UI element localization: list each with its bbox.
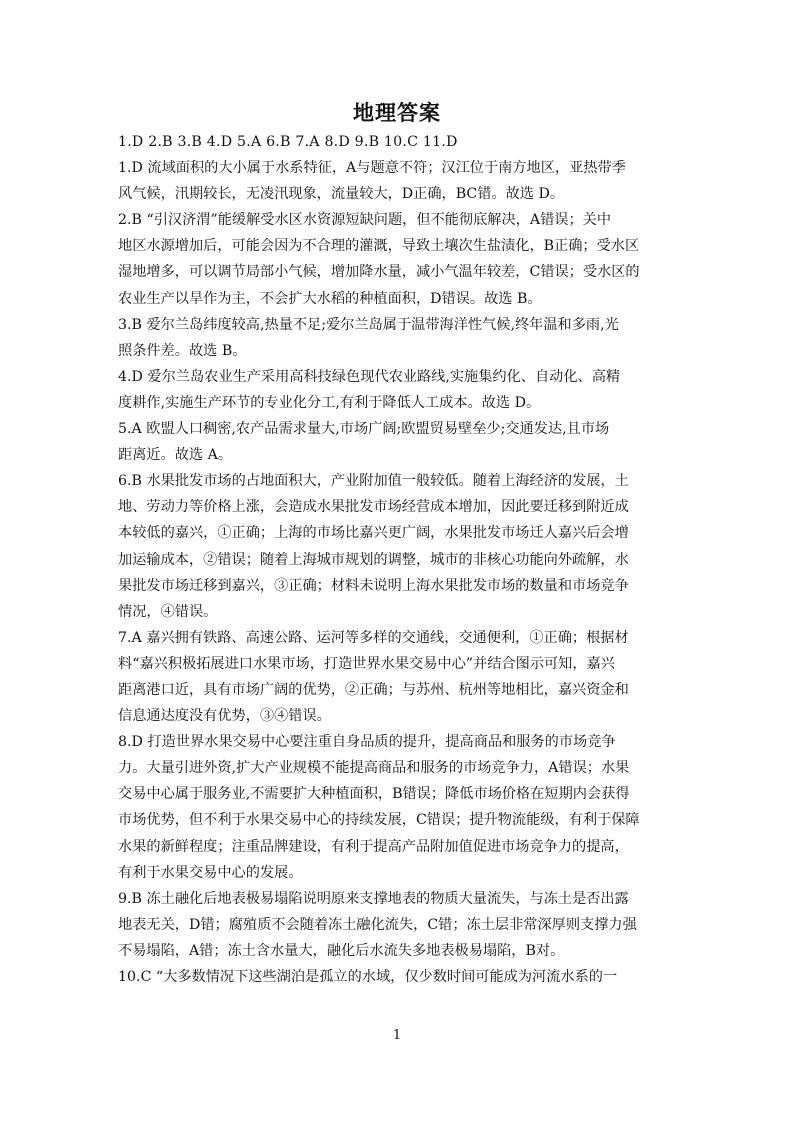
explanation-item bbox=[118, 729, 678, 886]
explanation-line: 7.A 嘉兴拥有铁路、高速公路、运河等多样的交通线，交通便利，①正确；根据材 bbox=[118, 629, 629, 646]
answer-content bbox=[118, 129, 678, 990]
explanation-item bbox=[118, 312, 678, 364]
explanation-item bbox=[118, 964, 678, 990]
explanation-item bbox=[118, 155, 678, 207]
explanation-line: 2.B “引汉济渭”能缓解受水区水资源短缺问题，但不能彻底解决，A错误；关中 bbox=[118, 212, 612, 229]
explanation-line: 风气候，汛期较长，无凌汛现象，流量较大，D正确，BC错。故选 D。 bbox=[118, 186, 565, 203]
explanations-list bbox=[118, 155, 678, 990]
explanation-line: 距离近。故选 A。 bbox=[118, 447, 233, 464]
explanation-item bbox=[118, 468, 678, 625]
explanation-item bbox=[118, 886, 678, 964]
explanation-line: 3.B 爱尔兰岛纬度较高,热量不足;爱尔兰岛属于温带海洋性气候,终年温和多雨,光 bbox=[118, 316, 619, 333]
explanation-line: 距离港口近，具有市场广阔的优势，②正确；与苏州、杭州等地相比，嘉兴资金和 bbox=[118, 681, 629, 698]
explanation-item bbox=[118, 364, 678, 416]
page-title: 地理答案 bbox=[353, 101, 441, 125]
explanation-line: 信息通达度没有优势，③④错误。 bbox=[118, 708, 331, 725]
explanation-line: 情况，④错误。 bbox=[118, 603, 218, 620]
explanation-line: 1.D 流域面积的大小属于水系特征，A与题意不符；汉江位于南方地区，亚热带季 bbox=[118, 160, 626, 177]
explanation-line: 湿地增多，可以调节局部小气候，增加降水量，减小气温年较差，C错误；受水区的 bbox=[118, 264, 640, 281]
explanation-line: 照条件差。故选 B。 bbox=[118, 342, 247, 359]
explanation-line: 5.A 欧盟人口稠密,农产品需求量大,市场广阔;欧盟贸易壁垒少;交通发达,且市场 bbox=[118, 421, 610, 438]
explanation-line: 力。大量引进外资,扩大产业规模不能提高商品和服务的市场竞争力，A错误；水果 bbox=[118, 760, 630, 777]
explanation-line: 10.C “大多数情况下这些湖泊是孤立的水域，仅少数时间可能成为河流水系的一 bbox=[118, 969, 618, 985]
explanation-line: 有利于水果交易中心的发展。 bbox=[118, 864, 303, 881]
explanation-line: 度耕作,实施生产环节的专业化分工,有利于降低人工成本。故选 D。 bbox=[118, 394, 541, 411]
answers-summary-line: 1.D 2.B 3.B 4.D 5.A 6.B 7.A 8.D 9.B 10.C 11.D bbox=[118, 134, 458, 150]
explanation-item bbox=[118, 416, 678, 468]
explanation-line: 市场优势，但不利于水果交易中心的持续发展，C错误；提升物流能级，有利于保障 bbox=[118, 812, 640, 829]
explanation-line: 果批发市场迁移到嘉兴，③正确；材料未说明上海水果批发市场的数量和市场竞争 bbox=[118, 577, 629, 594]
explanation-line: 农业生产以旱作为主，不会扩大水稻的种植面积，D错误。故选 B。 bbox=[118, 290, 542, 307]
explanation-line: 9.B 冻土融化后地表极易塌陷说明原来支撑地表的物质大量流失，与冻土是否出露 bbox=[118, 890, 629, 907]
explanation-item bbox=[118, 207, 678, 311]
explanation-line: 料“嘉兴积极拓展进口水果市场，打造世界水果交易中心”并结合图示可知，嘉兴 bbox=[118, 655, 615, 672]
explanation-line: 本较低的嘉兴，①正确；上海的市场比嘉兴更广阔，水果批发市场迁人嘉兴后会增 bbox=[118, 525, 629, 542]
explanation-line: 地表无关，D错；腐殖质不会随着冻土融化流失，C错；冻土层非常深厚则支撑力强 bbox=[118, 916, 637, 933]
explanation-line: 地、劳动力等价格上涨，会造成水果批发市场经营成本增加，因此要迁移到附近成 bbox=[118, 499, 629, 516]
explanation-line: 交易中心属于服务业,不需要扩大种植面积，B错误；降低市场价格在短期内会获得 bbox=[118, 786, 630, 803]
explanation-line: 水果的新鲜程度；注重品牌建设，有利于提高产品附加值促进市场竞争力的提高， bbox=[118, 838, 629, 855]
explanation-line: 不易塌陷，A错；冻土含水量大，融化后水流失多地表极易塌陷，B对。 bbox=[118, 942, 565, 959]
page-number: 1 bbox=[392, 1028, 402, 1043]
explanation-item bbox=[118, 625, 678, 729]
explanation-line: 地区水源增加后，可能会因为不合理的灌溉，导致土壤次生盐渍化，B正确；受水区 bbox=[118, 238, 640, 255]
explanation-line: 加运输成本，②错误；随着上海城市规划的调整，城市的非核心功能向外疏解，水 bbox=[118, 551, 629, 568]
explanation-line: 4.D 爱尔兰岛农业生产采用高科技绿色现代农业路线,实施集约化、自动化、高精 bbox=[118, 368, 621, 385]
explanation-line: 8.D 打造世界水果交易中心要注重自身品质的提升，提高商品和服务的市场竞争 bbox=[118, 734, 616, 751]
explanation-line: 6.B 水果批发市场的占地面积大，产业附加值一般较低。随着上海经济的发展，土 bbox=[118, 473, 629, 490]
